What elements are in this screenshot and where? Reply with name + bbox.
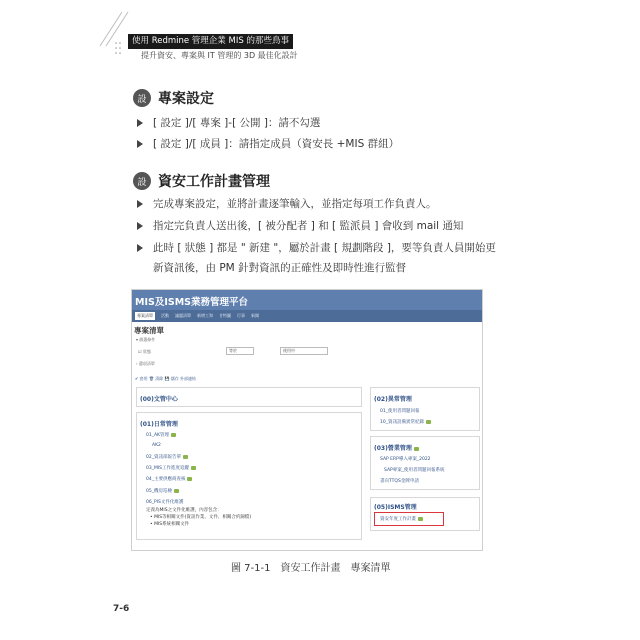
project-link[interactable]: 書向TTQS金牌申請 (380, 479, 419, 484)
status-checkbox-label[interactable]: ☑ 狀態 (138, 349, 151, 354)
member-icon (174, 489, 179, 493)
figure-page-heading: 專案清單 (134, 326, 164, 335)
tab-calendar[interactable]: 行事 (237, 313, 245, 318)
project-link[interactable]: 10_資訊設備異常紀錄 (380, 419, 431, 425)
bullet-text: [ 設定 ]/[ 專案 ]-[ 公開 ]：請不勾選 (153, 117, 321, 129)
project-link[interactable]: SAP專案_使用者問題回報系統 (384, 468, 445, 473)
project-title-daily[interactable]: (01)日常管理 (140, 421, 178, 428)
member-icon (187, 477, 192, 481)
project-link-security-plan[interactable]: 資安年度工作計畫 (380, 516, 423, 522)
figure-caption: 圖 7-1-1 資安工作計畫 專案清單 (231, 563, 391, 574)
section-badge-icon: 設 (133, 172, 151, 190)
project-link[interactable]: SAP ERP導入專案_2022 (380, 457, 431, 462)
bullet-text: [ 設定 ]/[ 成員 ]：請指定成員（資安長 +MIS 群組） (153, 138, 400, 150)
bullet-item (137, 136, 399, 153)
member-icon (414, 447, 419, 451)
app-title-bar: MIS及ISMS業務管理平台 (132, 290, 482, 310)
page-number: 7-6 (113, 604, 130, 614)
triangle-bullet-icon (137, 244, 143, 252)
figure-screenshot (131, 289, 483, 551)
highlight-box (374, 512, 444, 526)
tab-gantt[interactable]: 甘特圖 (219, 313, 231, 318)
project-title-abnormal[interactable]: (02)異常管理 (374, 396, 412, 403)
project-link[interactable]: 01_AK管理 (146, 432, 176, 438)
member-icon (191, 466, 196, 470)
book-subtitle: 提升資安、專案與 IT 管理的 3D 最佳化設計 (141, 51, 298, 60)
section-title: 資安工作計畫管理 (158, 174, 270, 190)
member-icon (171, 433, 176, 437)
member-icon (426, 420, 431, 424)
project-link[interactable]: AK2 (152, 443, 161, 448)
section-heading-project-settings (133, 88, 214, 108)
triangle-bullet-icon (137, 140, 143, 148)
section-heading-security-plan (133, 171, 270, 191)
project-title-doc-center[interactable]: (00)文管中心 (140, 396, 178, 403)
bullet-item (137, 196, 437, 213)
project-description: 定義為MIS之文件化維護，內容包含： (146, 508, 222, 513)
project-link[interactable]: 02_資訊部報告單 (146, 454, 188, 460)
bullet-item (137, 115, 320, 132)
project-title-business[interactable]: (03)營業管理 (374, 443, 419, 452)
project-link[interactable]: 04_主要供應商查核 (146, 476, 192, 482)
tab-issues[interactable]: 議題清單 (175, 313, 191, 318)
bullet-text: 完成專案設定，並將計畫逐筆輸入，並指定每項工作負責人。 (153, 198, 437, 210)
section-badge-icon: 設 (133, 89, 151, 107)
project-title-isms[interactable]: (05)ISMS管理 (374, 504, 417, 511)
tab-activity[interactable]: 活動 (161, 313, 169, 318)
member-icon (183, 455, 188, 459)
header-dots-decoration (114, 40, 122, 58)
filter-label[interactable]: ▾ 篩選條件 (136, 337, 156, 342)
status-operator-select[interactable]: 等於 (226, 347, 254, 355)
bullet-item (137, 218, 463, 235)
tab-news[interactable]: 新聞 (251, 313, 259, 318)
triangle-bullet-icon (137, 200, 143, 208)
options-label[interactable]: › 選項清單 (136, 361, 155, 366)
project-link[interactable]: 01_使用者問題回報 (380, 409, 420, 414)
bullet-text: 此時 [ 狀態 ] 都是 " 新建 "，屬於計畫 [ 規劃階段 ]，要等負責人員開始更 (153, 242, 496, 254)
app-tab-bar (132, 310, 482, 322)
section-title: 專案設定 (158, 91, 214, 107)
status-value-select[interactable]: 使用中 (280, 347, 328, 355)
triangle-bullet-icon (137, 222, 143, 230)
tab-new-issue[interactable]: 新增工和 (197, 313, 213, 318)
filter-actions[interactable]: ✔ 套用 🗑 清除 💾 儲存 外部連結 (135, 376, 197, 381)
project-description-item: • MIS等相關文件(資訊作業、文件、相關合約歸檔) (150, 515, 252, 520)
bullet-text: 指定完負責人送出後，[ 被分配者 ] 和 [ 監派員 ] 會收到 mail 通知 (153, 220, 464, 232)
project-link[interactable]: 06_PIS文件化維護 (146, 500, 184, 505)
status-label: 狀態 (142, 349, 151, 354)
triangle-bullet-icon (137, 119, 143, 127)
project-description-item: • MIS系統相關文件 (150, 522, 190, 527)
book-title-banner: 使用 Redmine 管理企業 MIS 的那些鳥事 (128, 34, 293, 49)
project-link[interactable]: 05_機房巡檢 (146, 488, 179, 494)
bullet-text-continuation: 新資訊後，由 PM 針對資訊的正確性及即時性進行監督 (153, 262, 407, 274)
tab-project-list[interactable]: 專案清單 (137, 313, 153, 318)
project-link[interactable]: 03_MIS工作進度追蹤 (146, 465, 196, 471)
bullet-item (137, 240, 496, 257)
header-decoration-lines (92, 8, 132, 48)
